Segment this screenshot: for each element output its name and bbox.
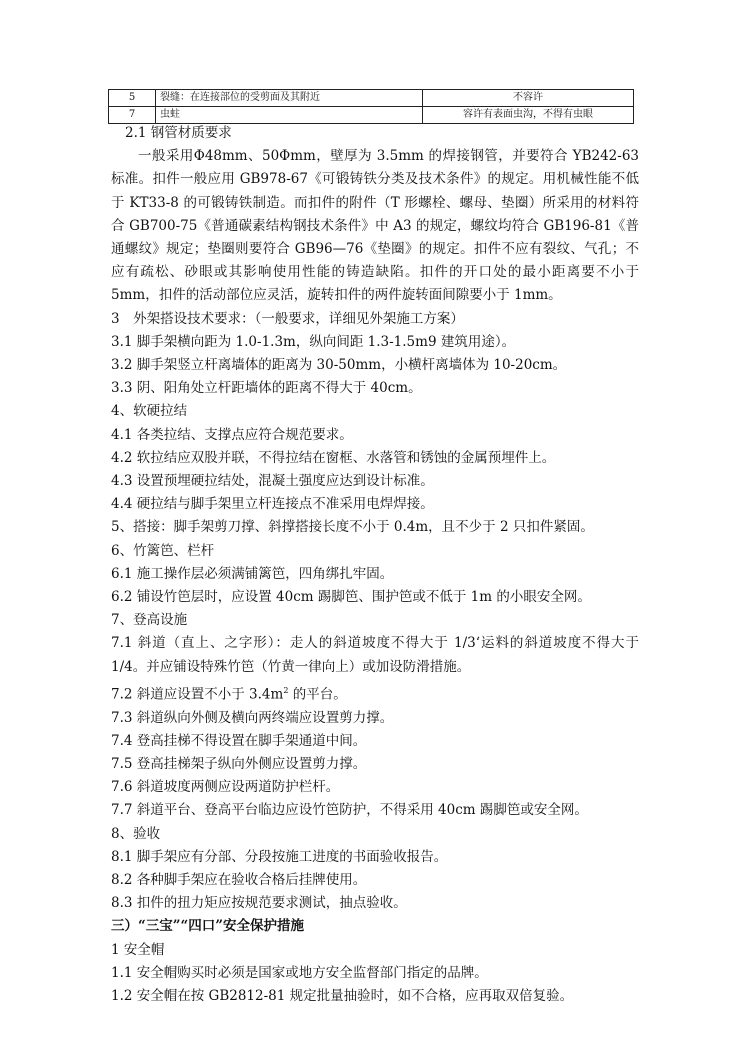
text-line: 4.4 硬拉结与脚手架里立杆连接点不准采用电焊焊接。 [111, 496, 434, 513]
text-line: 3.1 脚手架横向距为 1.0-1.3m，纵向间距 1.3-1.5m9 建筑用途）。 [111, 333, 516, 350]
text-line: 7.3 斜道纵向外侧及横向两终端应设置剪力撑。 [111, 709, 394, 726]
text-line: 7.7 斜道平台、登高平台临边应设竹笆防护，不得采用 40cm 踢脚笆或安全网。 [111, 802, 588, 819]
text-line: 1 安全帽 [111, 941, 165, 958]
table-row [109, 90, 634, 107]
defect-table [108, 89, 634, 124]
text-line: 6.1 施工操作层必须满铺篱笆，四角绑扎牢固。 [111, 565, 394, 582]
document-body [111, 122, 639, 1008]
text-line-platform [111, 679, 639, 707]
platform-text: 7.2 斜道应设置不小于 3.4m [111, 686, 284, 703]
text-line: 4.1 各类拉结、支撑点应符合规范要求。 [111, 426, 353, 443]
section-heading-2-1: 2.1 钢管材质要求 [125, 125, 232, 141]
section-heading-safety: 三）“三宝”“四口”安全保护措施 [111, 918, 305, 935]
text-line: 3 外架搭设技术要求：（一般要求，详细见外架施工方案） [111, 310, 464, 327]
text-line: 6、竹篱笆、栏杆 [111, 542, 215, 559]
text-line: 3.2 脚手架竖立杆离墙体的距离为 30-50mm，小横杆离墙体为 10-20cm。 [111, 357, 567, 374]
text-line: 8、验收 [111, 825, 161, 842]
text-line: 7.4 登高挂梯不得设置在脚手架通道中间。 [111, 732, 367, 749]
table-row [109, 107, 634, 124]
paragraph-ramp: 7.1 斜道（直上、之字形）：走人的斜道坡度不得大于 1/3‘运料的斜道坡度不得大于 1/4。并应铺设特殊竹笆（竹黄一律向上）或加设防滑措施。 [111, 635, 639, 675]
text-line: 4、软硬拉结 [111, 403, 188, 420]
superscript: 2 [283, 685, 289, 695]
text-line: 8.1 脚手架应有分部、分段按施工进度的书面验收报告。 [111, 848, 448, 865]
text-line: 7、登高设施 [111, 612, 188, 629]
row-requirement: 不容许 [423, 90, 634, 107]
paragraph-steel-pipe: 一般采用Φ48mm、50Φmm，壁厚为 3.5mm 的焊接钢管，并要符合 YB242-63 标准。扣件一般应用 GB978-67《可锻铸铁分类及技术条件》的规定。用机械性能不低于 KT33-8 的可锻铸铁制造。而扣件的附件（T 形螺栓、螺母、垫圈）所采用的材料符合 GB700-75《普通碳素结构钢技术条件》中 A3 的规定，螺纹均符合 GB196-81《普通螺纹》规定；垫圈则要符合 GB96—76《垫圈》的规定。扣件不应有裂纹、气孔；不应有疏松、砂眼或其影响使用性能的铸造缺陷。扣件的开口处的最小距离要不小于 5mm，扣件的活动部位应灵活，旋转扣件的两件旋转面间隙要小于 1mm。 [111, 148, 639, 304]
text-line: 5、搭接：脚手架剪刀撑、斜撑搭接长度不小于 0.4m，且不少于 2 只扣件紧固。 [111, 519, 594, 536]
text-line: 1.1 安全帽购买时必须是国家或地方安全监督部门指定的品牌。 [111, 964, 488, 981]
row-number: 5 [109, 90, 156, 107]
text-line: 4.2 软拉结应双股并联，不得拉结在窗框、水落管和锈蚀的金属预埋件上。 [111, 449, 556, 466]
row-description: 虫蛀 [156, 107, 423, 124]
text-line: 6.2 铺设竹笆层时，应设置 40cm 踢脚笆、围护笆或不低于 1m 的小眼安全网。 [111, 589, 591, 606]
text-line: 4.3 设置预埋硬拉结处，混凝土强度应达到设计标准。 [111, 473, 434, 490]
platform-suffix: 的平台。 [288, 686, 347, 703]
text-line: 7.6 斜道坡度两侧应设两道防护栏杆。 [111, 779, 340, 796]
text-line: 7.5 登高挂梯架子纵向外侧应设置剪力撑。 [111, 755, 367, 772]
row-description: 裂缝：在连接部位的受剪面及其附近 [156, 90, 423, 107]
text-line: 8.2 各种脚手架应在验收合格后挂牌使用。 [111, 872, 367, 888]
row-number: 7 [109, 107, 156, 124]
text-line: 1.2 安全帽在按 GB2812-81 规定批量抽验时，如不合格，应再取双倍复验。 [111, 988, 574, 1005]
text-line: 3.3 阴、阳角处立杆距墙体的距离不得大于 40cm。 [111, 380, 422, 397]
text-line: 8.3 扣件的扭力矩应按规范要求测试，抽点验收。 [111, 895, 407, 912]
row-requirement: 容许有表面虫沟，不得有虫眼 [423, 107, 634, 124]
